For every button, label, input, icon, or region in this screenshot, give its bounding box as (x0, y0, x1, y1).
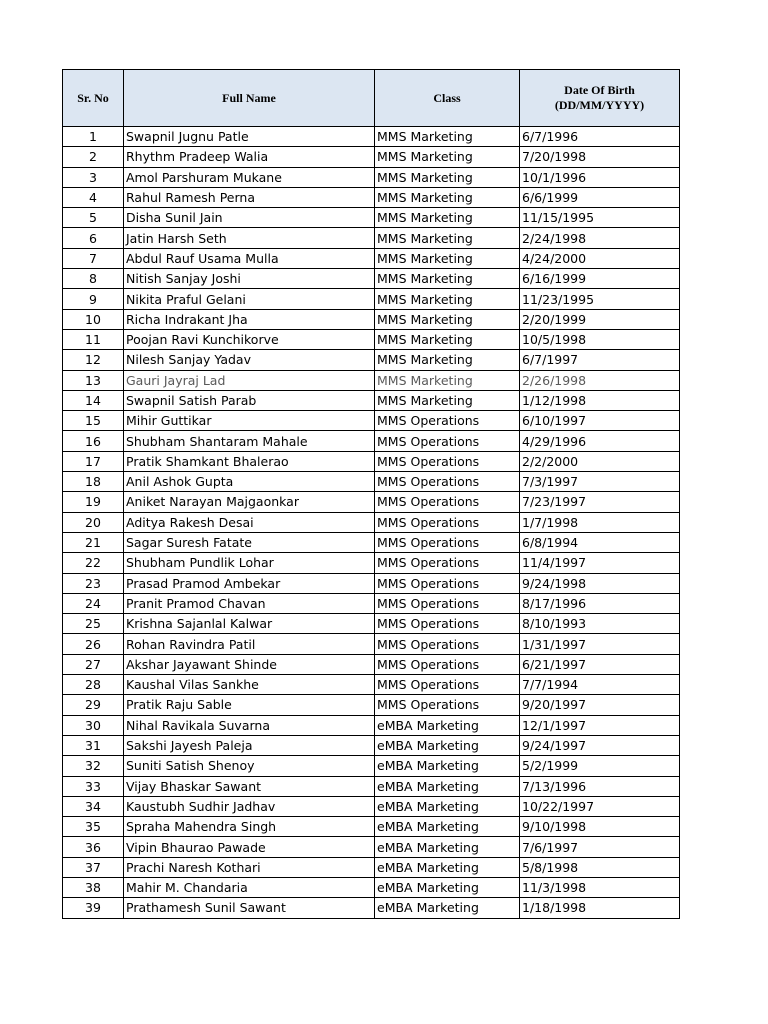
cell-date-of-birth: 7/6/1997 (520, 837, 680, 857)
cell-sr-no: 6 (63, 228, 124, 248)
cell-class: MMS Operations (375, 411, 520, 431)
cell-class: MMS Operations (375, 512, 520, 532)
cell-class: eMBA Marketing (375, 756, 520, 776)
cell-sr-no: 5 (63, 208, 124, 228)
table-row (63, 451, 680, 471)
cell-sr-no: 27 (63, 654, 124, 674)
header-class: Class (375, 70, 520, 127)
cell-date-of-birth: 12/1/1997 (520, 715, 680, 735)
table-row (63, 472, 680, 492)
cell-sr-no: 26 (63, 634, 124, 654)
cell-sr-no: 14 (63, 390, 124, 410)
cell-full-name: Nitish Sanjay Joshi (124, 269, 375, 289)
table-row (63, 837, 680, 857)
table-row (63, 695, 680, 715)
cell-class: MMS Operations (375, 593, 520, 613)
table-row (63, 898, 680, 918)
cell-date-of-birth: 6/6/1999 (520, 187, 680, 207)
table-row (63, 877, 680, 897)
cell-sr-no: 25 (63, 614, 124, 634)
cell-full-name: Akshar Jayawant Shinde (124, 654, 375, 674)
cell-sr-no: 23 (63, 573, 124, 593)
cell-date-of-birth: 2/20/1999 (520, 309, 680, 329)
cell-sr-no: 15 (63, 411, 124, 431)
cell-date-of-birth: 7/20/1998 (520, 147, 680, 167)
cell-sr-no: 32 (63, 756, 124, 776)
table-row (63, 776, 680, 796)
table-row (63, 532, 680, 552)
cell-full-name: Sakshi Jayesh Paleja (124, 735, 375, 755)
table-row (63, 127, 680, 147)
cell-sr-no: 11 (63, 329, 124, 349)
table-row (63, 390, 680, 410)
cell-date-of-birth: 11/3/1998 (520, 877, 680, 897)
cell-sr-no: 19 (63, 492, 124, 512)
cell-full-name: Amol Parshuram Mukane (124, 167, 375, 187)
cell-sr-no: 4 (63, 187, 124, 207)
cell-class: MMS Operations (375, 614, 520, 634)
cell-full-name: Disha Sunil Jain (124, 208, 375, 228)
cell-sr-no: 8 (63, 269, 124, 289)
cell-date-of-birth: 1/31/1997 (520, 634, 680, 654)
cell-date-of-birth: 10/5/1998 (520, 329, 680, 349)
cell-class: MMS Operations (375, 532, 520, 552)
table-row (63, 857, 680, 877)
cell-sr-no: 31 (63, 735, 124, 755)
table-row (63, 370, 680, 390)
cell-full-name: Suniti Satish Shenoy (124, 756, 375, 776)
cell-full-name: Krishna Sajanlal Kalwar (124, 614, 375, 634)
cell-class: MMS Marketing (375, 248, 520, 268)
cell-class: MMS Marketing (375, 289, 520, 309)
header-sr-no: Sr. No (63, 70, 124, 127)
cell-sr-no: 37 (63, 857, 124, 877)
cell-class: MMS Marketing (375, 208, 520, 228)
cell-class: MMS Operations (375, 654, 520, 674)
cell-full-name: Poojan Ravi Kunchikorve (124, 329, 375, 349)
cell-date-of-birth: 6/10/1997 (520, 411, 680, 431)
table-row (63, 329, 680, 349)
cell-date-of-birth: 7/7/1994 (520, 675, 680, 695)
cell-sr-no: 18 (63, 472, 124, 492)
cell-full-name: Abdul Rauf Usama Mulla (124, 248, 375, 268)
cell-full-name: Sagar Suresh Fatate (124, 532, 375, 552)
cell-sr-no: 29 (63, 695, 124, 715)
cell-date-of-birth: 9/20/1997 (520, 695, 680, 715)
cell-date-of-birth: 11/23/1995 (520, 289, 680, 309)
cell-full-name: Prachi Naresh Kothari (124, 857, 375, 877)
cell-full-name: Spraha Mahendra Singh (124, 817, 375, 837)
cell-full-name: Vipin Bhaurao Pawade (124, 837, 375, 857)
cell-full-name: Jatin Harsh Seth (124, 228, 375, 248)
cell-date-of-birth: 8/17/1996 (520, 593, 680, 613)
cell-date-of-birth: 1/7/1998 (520, 512, 680, 532)
table-row (63, 817, 680, 837)
cell-sr-no: 24 (63, 593, 124, 613)
cell-sr-no: 36 (63, 837, 124, 857)
cell-date-of-birth: 5/8/1998 (520, 857, 680, 877)
cell-full-name: Nikita Praful Gelani (124, 289, 375, 309)
cell-sr-no: 35 (63, 817, 124, 837)
cell-date-of-birth: 9/24/1998 (520, 573, 680, 593)
cell-sr-no: 22 (63, 553, 124, 573)
cell-sr-no: 38 (63, 877, 124, 897)
cell-sr-no: 12 (63, 350, 124, 370)
cell-full-name: Shubham Shantaram Mahale (124, 431, 375, 451)
cell-sr-no: 7 (63, 248, 124, 268)
cell-full-name: Kaushal Vilas Sankhe (124, 675, 375, 695)
cell-full-name: Rahul Ramesh Perna (124, 187, 375, 207)
cell-class: MMS Operations (375, 431, 520, 451)
cell-class: eMBA Marketing (375, 898, 520, 918)
cell-full-name: Mahir M. Chandaria (124, 877, 375, 897)
cell-date-of-birth: 10/22/1997 (520, 796, 680, 816)
cell-class: MMS Marketing (375, 187, 520, 207)
cell-class: MMS Marketing (375, 350, 520, 370)
cell-date-of-birth: 9/24/1997 (520, 735, 680, 755)
cell-class: eMBA Marketing (375, 817, 520, 837)
cell-date-of-birth: 11/4/1997 (520, 553, 680, 573)
header-dob-format: (DD/MM/YYYY) (554, 98, 645, 112)
cell-date-of-birth: 6/8/1994 (520, 532, 680, 552)
cell-full-name: Prathamesh Sunil Sawant (124, 898, 375, 918)
cell-full-name: Pranit Pramod Chavan (124, 593, 375, 613)
table-row (63, 512, 680, 532)
table-row (63, 634, 680, 654)
table-row (63, 208, 680, 228)
table-row (63, 573, 680, 593)
cell-class: MMS Marketing (375, 127, 520, 147)
table-row (63, 431, 680, 451)
cell-full-name: Vijay Bhaskar Sawant (124, 776, 375, 796)
table-row (63, 248, 680, 268)
cell-class: MMS Marketing (375, 269, 520, 289)
cell-sr-no: 10 (63, 309, 124, 329)
cell-date-of-birth: 5/2/1999 (520, 756, 680, 776)
table-header (63, 70, 680, 127)
cell-class: MMS Marketing (375, 147, 520, 167)
cell-sr-no: 1 (63, 127, 124, 147)
cell-date-of-birth: 1/18/1998 (520, 898, 680, 918)
cell-class: MMS Operations (375, 695, 520, 715)
cell-class: MMS Operations (375, 553, 520, 573)
cell-sr-no: 34 (63, 796, 124, 816)
cell-sr-no: 2 (63, 147, 124, 167)
cell-date-of-birth: 6/7/1997 (520, 350, 680, 370)
cell-full-name: Pratik Raju Sable (124, 695, 375, 715)
cell-date-of-birth: 2/26/1998 (520, 370, 680, 390)
cell-sr-no: 16 (63, 431, 124, 451)
cell-date-of-birth: 10/1/1996 (520, 167, 680, 187)
cell-full-name: Kaustubh Sudhir Jadhav (124, 796, 375, 816)
table-row (63, 756, 680, 776)
cell-date-of-birth: 7/13/1996 (520, 776, 680, 796)
cell-class: MMS Marketing (375, 167, 520, 187)
cell-date-of-birth: 7/3/1997 (520, 472, 680, 492)
cell-full-name: Rohan Ravindra Patil (124, 634, 375, 654)
cell-sr-no: 39 (63, 898, 124, 918)
cell-date-of-birth: 6/7/1996 (520, 127, 680, 147)
table-row (63, 350, 680, 370)
table-row (63, 796, 680, 816)
cell-date-of-birth: 4/29/1996 (520, 431, 680, 451)
table-row (63, 614, 680, 634)
cell-sr-no: 9 (63, 289, 124, 309)
cell-sr-no: 30 (63, 715, 124, 735)
cell-class: eMBA Marketing (375, 715, 520, 735)
header-date-of-birth (520, 70, 680, 127)
cell-full-name: Rhythm Pradeep Walia (124, 147, 375, 167)
cell-sr-no: 33 (63, 776, 124, 796)
cell-date-of-birth: 4/24/2000 (520, 248, 680, 268)
cell-class: MMS Marketing (375, 370, 520, 390)
student-table (62, 69, 680, 919)
table-row (63, 715, 680, 735)
cell-full-name: Anil Ashok Gupta (124, 472, 375, 492)
cell-class: MMS Operations (375, 451, 520, 471)
cell-class: eMBA Marketing (375, 796, 520, 816)
header-dob-title: Date Of Birth (564, 83, 635, 97)
table-row (63, 553, 680, 573)
cell-class: eMBA Marketing (375, 735, 520, 755)
table-body (63, 127, 680, 919)
table-row (63, 289, 680, 309)
cell-full-name: Nihal Ravikala Suvarna (124, 715, 375, 735)
cell-class: MMS Marketing (375, 329, 520, 349)
cell-full-name: Mihir Guttikar (124, 411, 375, 431)
cell-class: MMS Marketing (375, 228, 520, 248)
cell-date-of-birth: 11/15/1995 (520, 208, 680, 228)
cell-class: MMS Marketing (375, 309, 520, 329)
cell-full-name: Swapnil Satish Parab (124, 390, 375, 410)
cell-full-name: Aniket Narayan Majgaonkar (124, 492, 375, 512)
table-row (63, 492, 680, 512)
cell-full-name: Shubham Pundlik Lohar (124, 553, 375, 573)
table-row (63, 269, 680, 289)
cell-date-of-birth: 2/2/2000 (520, 451, 680, 471)
table-row (63, 228, 680, 248)
table-row (63, 309, 680, 329)
cell-class: eMBA Marketing (375, 877, 520, 897)
cell-class: eMBA Marketing (375, 776, 520, 796)
cell-full-name: Gauri Jayraj Lad (124, 370, 375, 390)
cell-full-name: Pratik Shamkant Bhalerao (124, 451, 375, 471)
cell-full-name: Swapnil Jugnu Patle (124, 127, 375, 147)
table-row (63, 675, 680, 695)
cell-date-of-birth: 8/10/1993 (520, 614, 680, 634)
cell-date-of-birth: 1/12/1998 (520, 390, 680, 410)
cell-full-name: Aditya Rakesh Desai (124, 512, 375, 532)
cell-date-of-birth: 6/16/1999 (520, 269, 680, 289)
cell-sr-no: 13 (63, 370, 124, 390)
cell-class: eMBA Marketing (375, 857, 520, 877)
cell-date-of-birth: 6/21/1997 (520, 654, 680, 674)
table-row (63, 654, 680, 674)
cell-class: MMS Operations (375, 472, 520, 492)
cell-sr-no: 17 (63, 451, 124, 471)
header-row (63, 70, 680, 127)
table-row (63, 147, 680, 167)
table-row (63, 411, 680, 431)
header-full-name: Full Name (124, 70, 375, 127)
cell-sr-no: 20 (63, 512, 124, 532)
cell-full-name: Prasad Pramod Ambekar (124, 573, 375, 593)
cell-class: MMS Operations (375, 573, 520, 593)
table-row (63, 593, 680, 613)
cell-sr-no: 21 (63, 532, 124, 552)
cell-sr-no: 3 (63, 167, 124, 187)
cell-class: MMS Marketing (375, 390, 520, 410)
cell-date-of-birth: 2/24/1998 (520, 228, 680, 248)
cell-class: MMS Operations (375, 675, 520, 695)
cell-full-name: Nilesh Sanjay Yadav (124, 350, 375, 370)
cell-class: eMBA Marketing (375, 837, 520, 857)
cell-full-name: Richa Indrakant Jha (124, 309, 375, 329)
cell-class: MMS Operations (375, 492, 520, 512)
table-row (63, 167, 680, 187)
cell-date-of-birth: 7/23/1997 (520, 492, 680, 512)
cell-sr-no: 28 (63, 675, 124, 695)
cell-class: MMS Operations (375, 634, 520, 654)
table-row (63, 187, 680, 207)
cell-date-of-birth: 9/10/1998 (520, 817, 680, 837)
table-row (63, 735, 680, 755)
